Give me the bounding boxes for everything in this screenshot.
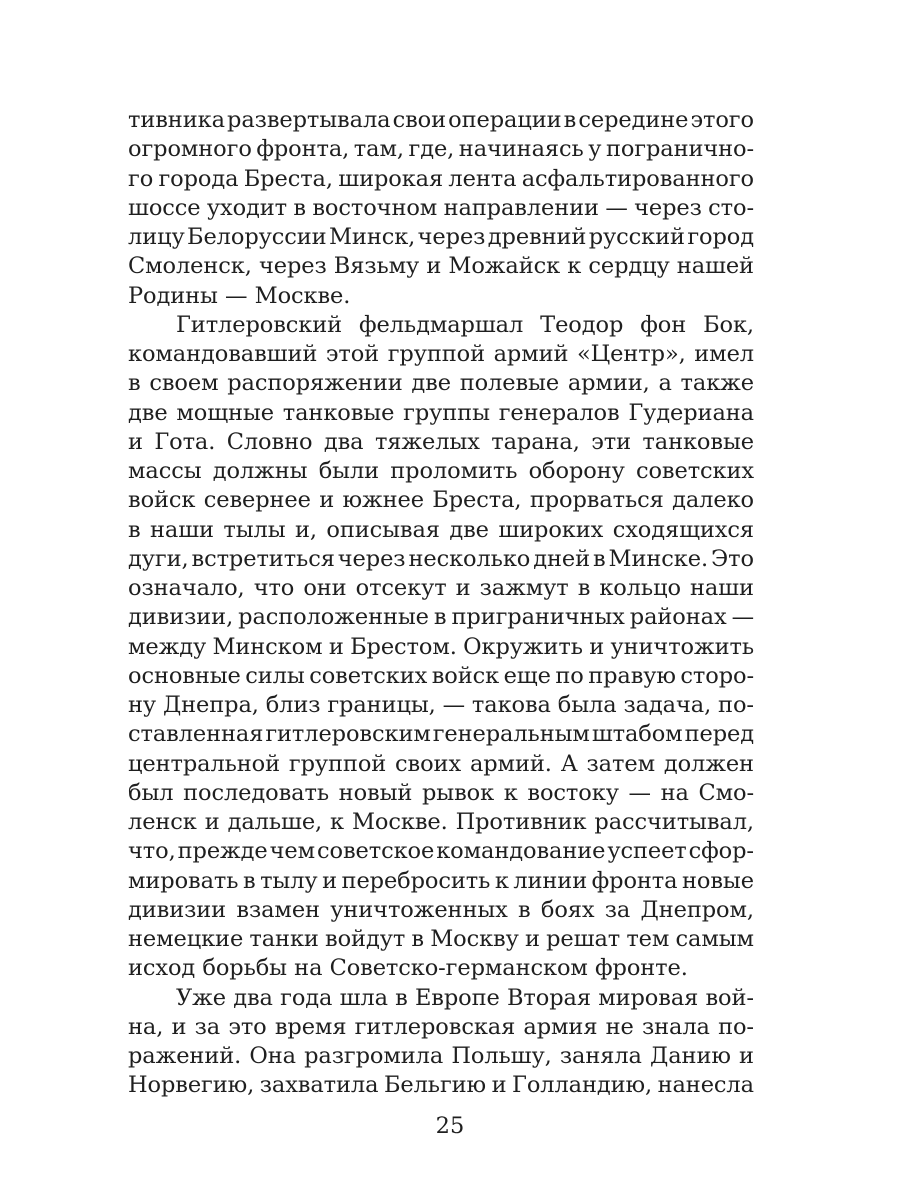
- word: советских: [309, 662, 428, 689]
- text-line: [128, 252, 754, 281]
- word: погранично-: [605, 136, 754, 163]
- word: были: [318, 458, 380, 484]
- text-line: [128, 545, 754, 574]
- word: развертывала: [227, 107, 391, 133]
- word: Брестом.: [350, 633, 457, 660]
- word: ну: [128, 692, 157, 718]
- text-line: [128, 808, 754, 837]
- text-line: [128, 867, 754, 896]
- word: Словно: [226, 428, 313, 455]
- word: тивника: [128, 107, 225, 133]
- word: немецкие: [128, 926, 244, 952]
- word: —: [628, 779, 651, 806]
- word: командование: [436, 838, 606, 865]
- word: востоку: [527, 779, 619, 806]
- word: тылу: [260, 867, 318, 894]
- word: группой: [288, 750, 387, 777]
- text-line: [128, 896, 754, 925]
- word: новый: [338, 779, 413, 806]
- word: лицу: [128, 224, 185, 250]
- word: танковые: [642, 428, 754, 455]
- word: рывок: [421, 779, 495, 806]
- paragraphs: [128, 106, 754, 1101]
- word: исход: [128, 955, 196, 982]
- text-line: [128, 691, 754, 720]
- text-line: [128, 1013, 754, 1042]
- word: уничтожить: [610, 633, 754, 660]
- word: задача,: [623, 692, 712, 718]
- word: восточном: [312, 194, 438, 221]
- word: Окружить: [463, 633, 583, 660]
- word: прежде: [177, 838, 268, 865]
- word: русский: [588, 224, 685, 250]
- word: на: [660, 779, 689, 806]
- word: оборону: [528, 458, 625, 484]
- word: в: [563, 107, 577, 133]
- word: две: [449, 516, 489, 543]
- text-line: [128, 779, 754, 808]
- word: начинаясь: [458, 136, 584, 163]
- word: дивизии: [128, 896, 227, 923]
- word: затем: [586, 750, 655, 777]
- word: в: [592, 545, 606, 572]
- word: и,: [294, 516, 317, 543]
- word: группы: [403, 399, 490, 426]
- word: через: [258, 253, 327, 280]
- word: армий.: [469, 750, 552, 777]
- word: два: [323, 428, 364, 455]
- word: вой-: [705, 984, 754, 1011]
- text-line: [128, 194, 754, 223]
- word: фельдмаршал: [359, 311, 524, 338]
- word: центральной: [128, 750, 281, 777]
- word: уничтоженных: [330, 896, 508, 923]
- word: Минском: [212, 633, 323, 660]
- word: Днепра,: [162, 692, 259, 718]
- word: наши: [689, 575, 754, 601]
- word: операции: [448, 107, 562, 133]
- text-line: [128, 486, 754, 515]
- word: Бреста,: [432, 487, 522, 514]
- word: сторо-: [680, 662, 754, 689]
- word: нашей: [676, 253, 754, 280]
- word: Гота.: [154, 428, 216, 455]
- word: время: [274, 1013, 347, 1040]
- word: Белоруссии: [187, 224, 327, 250]
- word: мощные: [176, 399, 274, 426]
- word: две: [411, 370, 451, 397]
- word: в: [411, 926, 424, 952]
- word: взамен: [236, 896, 320, 923]
- text-line: [128, 282, 754, 311]
- word: еще: [503, 662, 551, 689]
- word: Польшу,: [451, 1043, 552, 1069]
- word: и: [491, 1072, 507, 1099]
- word: последовать: [183, 779, 329, 806]
- word: Противник: [455, 809, 587, 835]
- word: на,: [128, 1013, 164, 1040]
- word: а: [658, 370, 672, 397]
- word: года: [280, 984, 333, 1011]
- word: шоссе: [128, 194, 201, 221]
- word: правую: [588, 662, 676, 689]
- word: был: [128, 779, 174, 806]
- word: Голландию,: [512, 1072, 653, 1099]
- word: должен: [663, 750, 754, 777]
- word: они: [303, 575, 347, 601]
- word: города: [158, 165, 239, 192]
- word: свои: [392, 107, 447, 133]
- word: ленск: [128, 809, 197, 835]
- word: город: [687, 224, 754, 250]
- text-line: [128, 223, 754, 252]
- word: сходящихся: [612, 516, 754, 543]
- word: советское: [317, 838, 435, 865]
- word: и: [739, 1043, 754, 1069]
- word: войск: [431, 662, 500, 689]
- word: рассчитывал,: [594, 809, 754, 835]
- word: войск: [128, 487, 196, 514]
- word: армия: [523, 1013, 598, 1040]
- word: и: [524, 926, 540, 952]
- word: к: [567, 253, 582, 280]
- word: своих: [395, 750, 462, 777]
- word: этого: [690, 107, 754, 133]
- text-line: [128, 837, 754, 866]
- word: к: [494, 867, 509, 894]
- word: и: [426, 253, 442, 280]
- word: танковые: [282, 399, 395, 426]
- word: «Центр»,: [577, 341, 686, 367]
- word: уходит: [206, 194, 288, 221]
- word: в: [128, 370, 141, 397]
- word: асфальтированного: [521, 165, 754, 192]
- word: Европе: [414, 984, 500, 1011]
- word: в: [242, 867, 256, 894]
- word: через: [417, 224, 486, 250]
- word: Она: [249, 1043, 296, 1069]
- word: наши: [150, 516, 214, 543]
- word: сто-: [708, 194, 754, 221]
- text-line: [128, 984, 754, 1013]
- text-line: [128, 633, 754, 662]
- text-line: [128, 603, 754, 632]
- word: Данию: [650, 1043, 731, 1069]
- text-line: [128, 1071, 754, 1100]
- word: Бельгию: [383, 1072, 487, 1099]
- text-line: [128, 516, 754, 545]
- word: древний: [487, 224, 587, 250]
- word: генералов: [498, 399, 620, 426]
- text-line: [128, 311, 754, 340]
- word: там,: [353, 136, 404, 163]
- word: далеко: [672, 487, 754, 514]
- word: и: [128, 428, 143, 455]
- word: Днепром,: [640, 896, 754, 923]
- word: между: [128, 633, 207, 660]
- text-line: [128, 106, 754, 135]
- word: Москве.: [351, 809, 448, 835]
- word: проломить: [390, 458, 518, 484]
- text-line: [128, 750, 754, 779]
- word: по-: [718, 692, 754, 718]
- word: по: [555, 662, 584, 689]
- word: Гитлеровский: [176, 311, 343, 338]
- word: войдут: [325, 926, 406, 952]
- word: командовавший: [128, 341, 318, 367]
- word: фронта: [591, 867, 678, 894]
- word: Советско-германском: [329, 955, 588, 982]
- word: и: [319, 487, 335, 514]
- word: эти: [591, 428, 631, 455]
- word: армии,: [567, 370, 650, 397]
- word: кольцо: [599, 575, 681, 601]
- text-line: [128, 574, 754, 603]
- word: Минске.: [608, 545, 708, 572]
- word: границы,: [327, 692, 436, 718]
- word: успеет: [607, 838, 687, 865]
- word: —: [225, 282, 248, 309]
- word: зажмут: [479, 575, 569, 601]
- word: дней: [533, 545, 590, 572]
- word: приграничных: [451, 604, 625, 631]
- word: Гудериана: [628, 399, 754, 426]
- word: не: [605, 1013, 634, 1040]
- word: Минск,: [328, 224, 416, 250]
- word: несколько: [408, 545, 531, 572]
- word: знала: [641, 1013, 710, 1040]
- word: Вторая: [507, 984, 591, 1011]
- word: этой: [325, 341, 380, 367]
- word: —: [731, 604, 754, 631]
- word: что: [253, 575, 295, 601]
- word: южнее: [342, 487, 424, 514]
- word: Это: [710, 545, 754, 572]
- text-block: [128, 106, 754, 1101]
- word: массы: [128, 458, 202, 484]
- word: ражений.: [128, 1043, 242, 1069]
- word: новые: [681, 867, 754, 894]
- word: за: [194, 1013, 221, 1040]
- word: тем: [626, 926, 670, 952]
- word: шла: [339, 984, 388, 1011]
- word: штабом: [591, 721, 683, 748]
- word: районах: [629, 604, 727, 631]
- word: тяжелых: [374, 428, 480, 455]
- text-line: [128, 1042, 754, 1071]
- text-line: [128, 925, 754, 954]
- word: и: [171, 1013, 187, 1040]
- word: в: [395, 984, 408, 1011]
- word: тарана,: [491, 428, 580, 455]
- word: и: [204, 809, 220, 835]
- text-line: [128, 399, 754, 428]
- word: самым: [675, 926, 754, 952]
- word: к: [503, 779, 518, 806]
- text-line: [128, 135, 754, 164]
- word: к: [330, 809, 345, 835]
- word: через: [337, 545, 406, 572]
- text-line: [128, 662, 754, 691]
- word: мировая: [598, 984, 699, 1011]
- word: широких: [498, 516, 604, 543]
- word: ставленная: [128, 721, 264, 748]
- text-line: [128, 720, 754, 749]
- word: лента: [448, 165, 517, 192]
- word: отсекут: [355, 575, 447, 601]
- word: середине: [578, 107, 689, 133]
- word: Смоленск,: [128, 253, 252, 280]
- word: танки: [249, 926, 319, 952]
- word: тылы: [223, 516, 286, 543]
- word: через: [634, 194, 702, 221]
- word: А: [560, 750, 578, 777]
- word: такова: [471, 692, 551, 718]
- word: встретиться: [191, 545, 335, 572]
- word: Уже: [176, 984, 226, 1011]
- word: гитлеровская: [354, 1013, 516, 1040]
- word: у: [588, 136, 602, 163]
- word: сердцу: [588, 253, 670, 280]
- word: и: [322, 867, 338, 894]
- word: группой: [387, 341, 485, 367]
- text-line: [128, 369, 754, 398]
- word: решат: [546, 926, 621, 952]
- word: перебросить: [341, 867, 491, 894]
- word: на: [294, 955, 323, 982]
- word: —: [605, 194, 628, 221]
- word: была: [557, 692, 617, 718]
- word: прорваться: [529, 487, 664, 514]
- word: мировать: [128, 867, 239, 894]
- word: нанесла: [657, 1072, 754, 1099]
- word: также: [680, 370, 754, 397]
- word: заняла: [559, 1043, 642, 1069]
- word: Москве.: [254, 282, 351, 309]
- word: Вязьму: [333, 253, 420, 280]
- word: имел: [694, 341, 754, 367]
- text-line: [128, 165, 754, 194]
- word: основные: [128, 662, 241, 689]
- word: Норвегию,: [128, 1072, 255, 1099]
- word: в: [518, 896, 531, 923]
- word: в: [577, 575, 591, 601]
- word: Бок,: [703, 311, 754, 338]
- text-line: [128, 428, 754, 457]
- word: фронте.: [595, 955, 688, 982]
- word: означало,: [128, 575, 245, 601]
- word: фон: [640, 311, 687, 338]
- word: распоряжении: [227, 370, 403, 397]
- word: силы: [245, 662, 305, 689]
- text-line: [128, 457, 754, 486]
- page-number: 25: [435, 1113, 465, 1139]
- word: боях: [540, 896, 595, 923]
- word: генеральным: [432, 721, 590, 748]
- word: фронта,: [256, 136, 350, 163]
- word: и: [589, 633, 605, 660]
- word: близ: [265, 692, 321, 718]
- word: Смо-: [698, 779, 754, 806]
- word: две: [128, 399, 168, 426]
- word: широкая: [338, 165, 444, 192]
- word: —: [442, 692, 465, 718]
- word: что,: [128, 838, 176, 865]
- word: дивизии,: [128, 604, 234, 631]
- word: дуги,: [128, 545, 189, 572]
- word: чем: [269, 838, 316, 865]
- word: захватила: [259, 1072, 379, 1099]
- word: в: [433, 604, 447, 631]
- word: должны: [212, 458, 308, 484]
- word: гитлеровским: [265, 721, 431, 748]
- word: Теодор: [540, 311, 624, 338]
- word: сфор-: [688, 838, 754, 865]
- word: расположенные: [238, 604, 429, 631]
- word: полевые: [459, 370, 560, 397]
- word: направлении: [443, 194, 599, 221]
- word: за: [604, 896, 631, 923]
- text-line: [128, 954, 754, 983]
- word: и: [455, 575, 471, 601]
- text-line: [128, 340, 754, 369]
- word: своем: [149, 370, 219, 397]
- word: перед: [684, 721, 754, 748]
- word: разгромила: [304, 1043, 444, 1069]
- word: по-: [718, 1013, 754, 1040]
- word: Можайск: [448, 253, 561, 280]
- word: борьбы: [202, 955, 287, 982]
- word: это: [228, 1013, 267, 1040]
- word: дальше,: [227, 809, 323, 835]
- word: в: [293, 194, 306, 221]
- word: в: [128, 516, 141, 543]
- word: севернее: [203, 487, 311, 514]
- word: где,: [408, 136, 455, 163]
- word: и: [328, 633, 344, 660]
- word: го: [128, 165, 154, 192]
- word: советских: [635, 458, 754, 484]
- word: два: [233, 984, 273, 1011]
- word: Москву: [430, 926, 519, 952]
- word: описывая: [326, 516, 440, 543]
- word: Бреста,: [243, 165, 333, 192]
- word: Родины: [128, 282, 218, 309]
- word: армий: [493, 341, 569, 367]
- word: линии: [513, 867, 588, 894]
- word: огромного: [128, 136, 252, 163]
